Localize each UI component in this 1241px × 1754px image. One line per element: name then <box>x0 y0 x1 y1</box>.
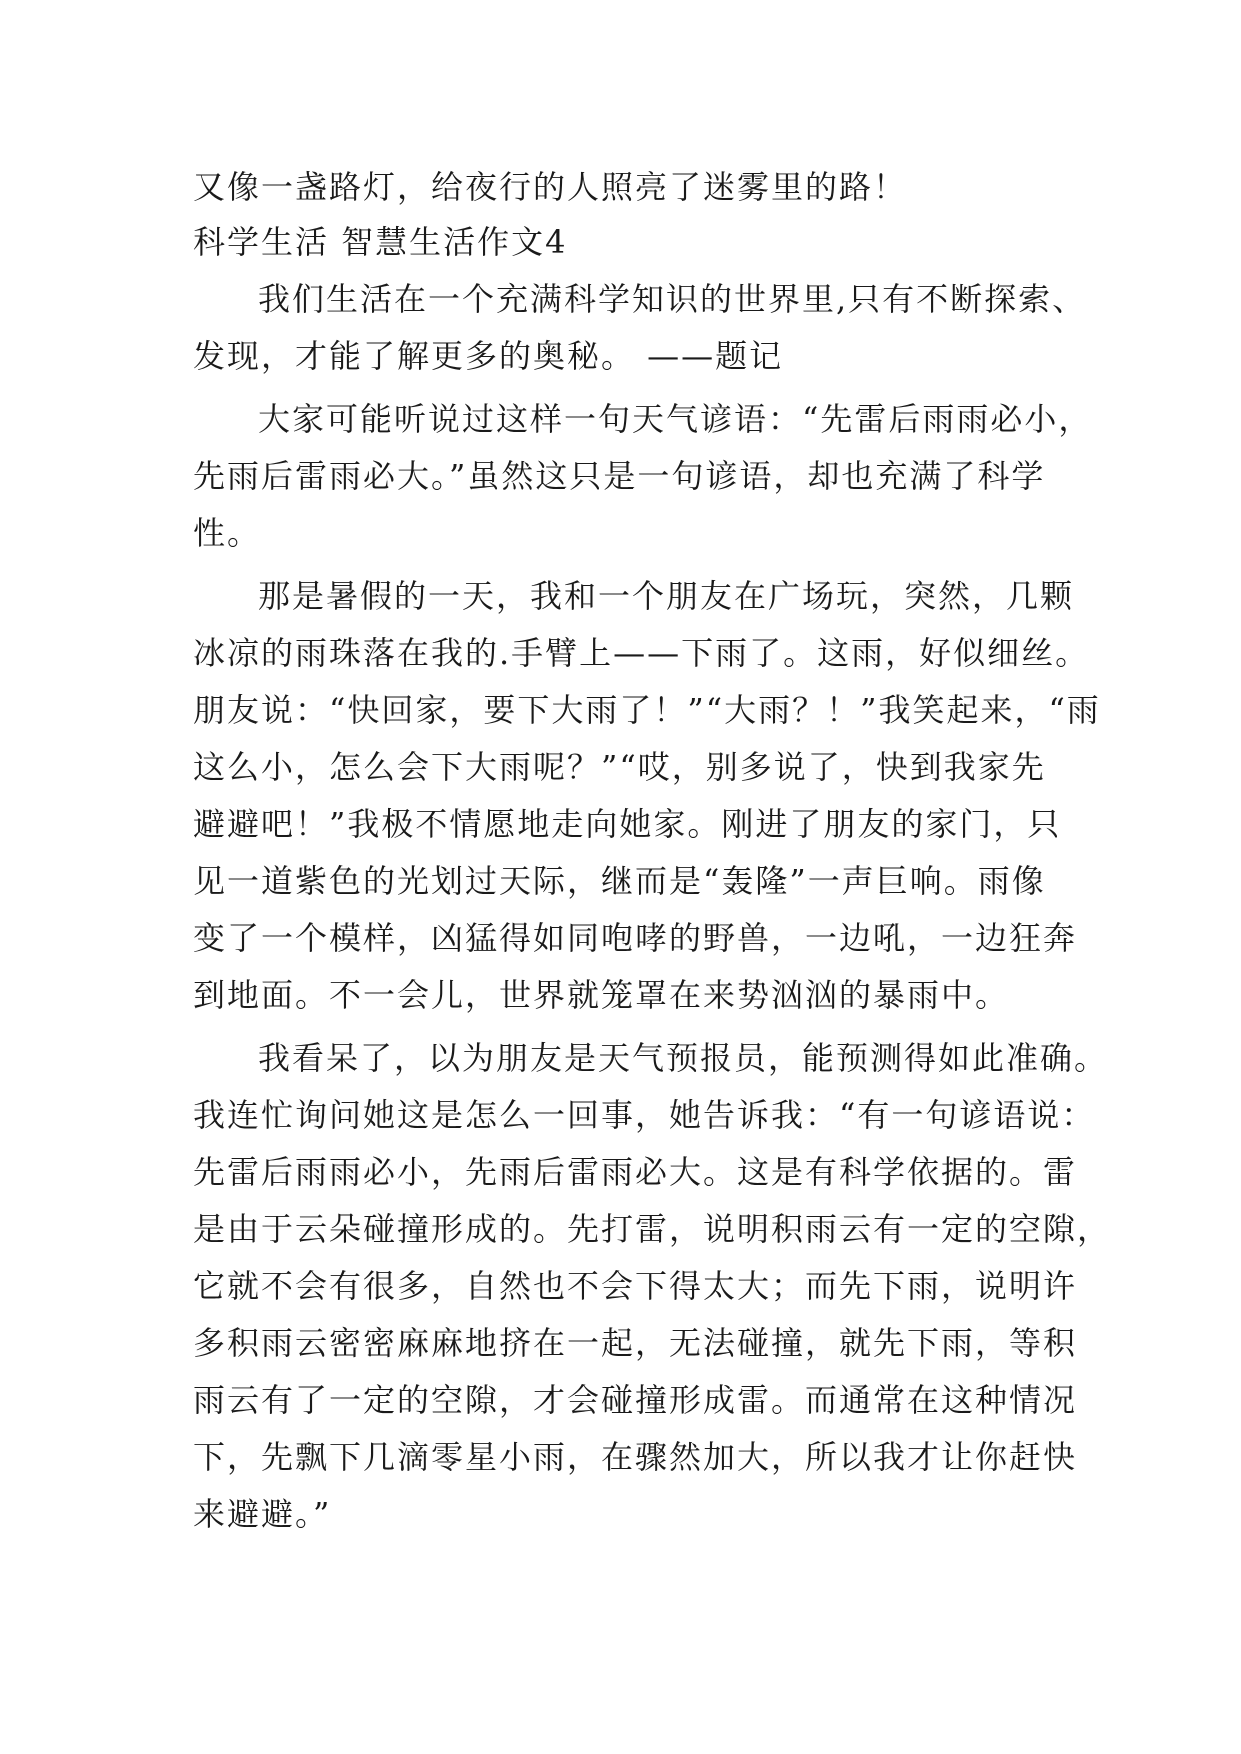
text-line: 我连忙询问她这是怎么一回事，她告诉我：“有一句谚语说： <box>193 1096 1096 1134</box>
text-line: 避避吧！”我极不情愿地走向她家。刚进了朋友的家门，只 <box>193 805 1062 843</box>
text-line: 性。 <box>193 514 262 552</box>
text-line: 变了一个模样，凶猛得如同咆哮的野兽，一边吼，一边狂奔 <box>193 919 1078 957</box>
text-line: 到地面。不一会儿，世界就笼罩在来势汹汹的暴雨中。 <box>193 976 1010 1014</box>
text-line: 它就不会有很多，自然也不会下得太大；而先下雨，说明许 <box>193 1267 1078 1305</box>
text-line: 发现，才能了解更多的奥秘。 ——题记 <box>193 337 784 375</box>
text-line: 雨云有了一定的空隙，才会碰撞形成雷。而通常在这种情况 <box>193 1381 1078 1419</box>
text-line: 见一道紫色的光划过天际，继而是“轰隆”一声巨响。雨像 <box>193 862 1046 900</box>
text-line: 那是暑假的一天，我和一个朋友在广场玩，突然，几颗 <box>258 577 1075 615</box>
text-line: 是由于云朵碰撞形成的。先打雷，说明积雨云有一定的空隙， <box>193 1210 1112 1248</box>
text-line: 这么小，怎么会下大雨呢？”“哎，别多说了，快到我家先 <box>193 748 1046 786</box>
text-line: 又像一盏路灯，给夜行的人照亮了迷雾里的路！ <box>193 168 908 206</box>
text-line: 多积雨云密密麻麻地挤在一起，无法碰撞，就先下雨，等积 <box>193 1324 1078 1362</box>
text-line: 朋友说：“快回家，要下大雨了！”“大雨？！”我笑起来，“雨 <box>193 691 1101 729</box>
text-line: 大家可能听说过这样一句天气谚语：“先雷后雨雨必小， <box>258 400 1093 438</box>
text-line: 下，先飘下几滴零星小雨，在骤然加大，所以我才让你赶快 <box>193 1438 1078 1476</box>
text-line: 我看呆了，以为朋友是天气预报员，能预测得如此准确。 <box>258 1039 1109 1077</box>
text-line: 先雷后雨雨必小，先雨后雷雨必大。这是有科学依据的。雷 <box>193 1153 1078 1191</box>
section-title: 科学生活 智慧生活作文4 <box>193 223 568 261</box>
text-line: 我们生活在一个充满科学知识的世界里,只有不断探索、 <box>258 280 1087 318</box>
text-line: 来避避。” <box>193 1495 332 1533</box>
text-line: 冰凉的雨珠落在我的.手臂上——下雨了。这雨，好似细丝。 <box>193 634 1090 672</box>
text-line: 先雨后雷雨必大。”虽然这只是一句谚语，却也充满了科学 <box>193 457 1046 495</box>
